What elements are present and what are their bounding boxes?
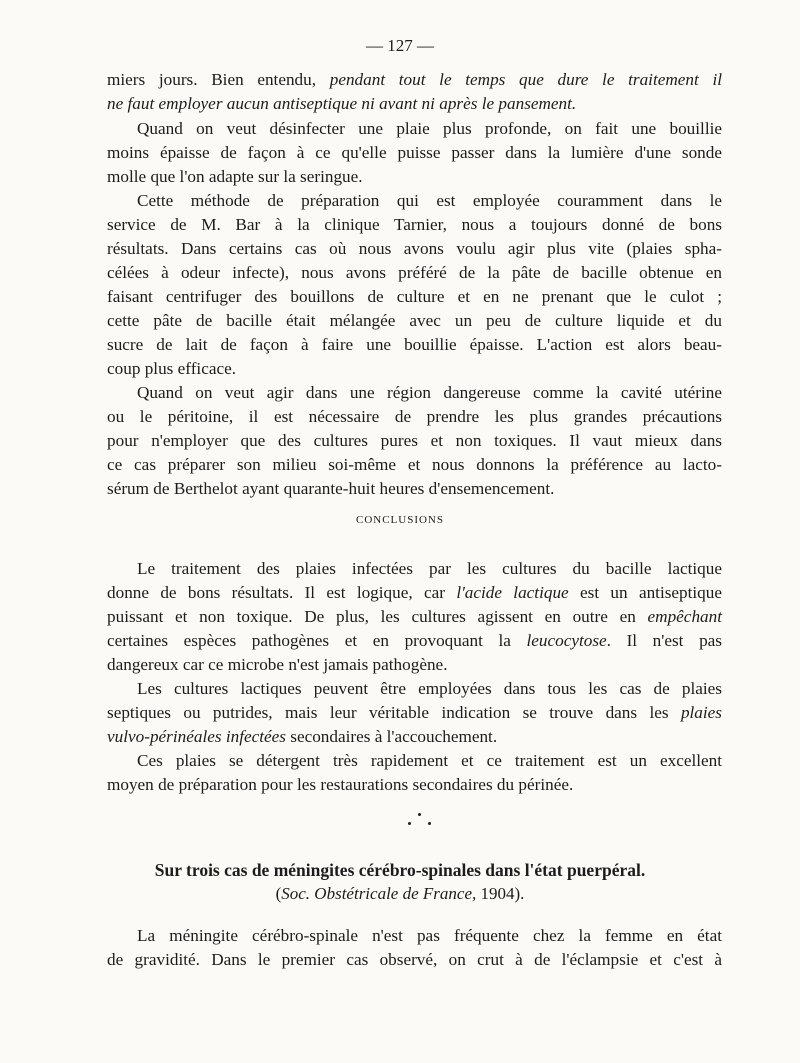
text-line: vulvo-périnéales infectées secondaires à l'accouchement. xyxy=(107,727,498,746)
text-line: sucre de lait de façon à faire une bouillie épaisse. L'action est alors beau- xyxy=(107,335,722,354)
text-line: sérum de Berthelot ayant quarante-huit heures d'ensemencement. xyxy=(107,479,555,498)
italic-text: empêchant xyxy=(647,607,722,626)
text-line: Ces plaies se détergent très rapidement et ce traitement est un excellent xyxy=(137,751,722,770)
page-number: — 127 — xyxy=(366,36,434,55)
text-line: puissant et non toxique. De plus, les cultures agissent en outre en empêchant xyxy=(107,607,722,626)
text-line: La méningite cérébro-spinale n'est pas fréquente chez la femme en état xyxy=(137,926,722,945)
article-title: Sur trois cas de méningites cérébro-spinales dans l'état puerpéral. xyxy=(154,860,646,880)
text-line: Le traitement des plaies infectées par les cultures du bacille lactique xyxy=(137,559,722,578)
text-line: septiques ou putrides, mais leur véritable indication se trouve dans les plaies xyxy=(107,703,722,722)
text-line: cette pâte de bacille était mélangée avec un peu de culture liquide et du xyxy=(107,311,722,330)
italic-text: plaies xyxy=(680,703,722,722)
italic-text: pendant tout le temps que dure le traitement il xyxy=(329,70,722,89)
text-line: Quand on veut désinfecter une plaie plus profonde, on fait une bouillie xyxy=(137,119,722,138)
text-line: résultats. Dans certains cas où nous avons voulu agir plus vite (plaies spha- xyxy=(107,239,722,258)
text-line: coup plus efficace. xyxy=(107,359,237,378)
text-line: miers jours. Bien entendu, pendant tout le temps que dure le traitement il xyxy=(107,70,722,89)
text-line: dangereux car ce microbe n'est jamais pathogène. xyxy=(107,655,448,674)
italic-text: leucocytose xyxy=(526,631,607,650)
text-line: moyen de préparation pour les restaurations secondaires du périnée. xyxy=(107,775,574,794)
text-line: moins épaisse de façon à ce qu'elle puisse passer dans la lumière d'une sonde xyxy=(107,143,722,162)
text-line: faisant centrifuger des bouillons de culture et en ne prenant que le culot ; xyxy=(107,287,722,306)
text-line: célées à odeur infecte), nous avons préféré de la pâte de bacille obtenue en xyxy=(107,263,722,282)
text-line: Les cultures lactiques peuvent être employées dans tous les cas de plaies xyxy=(137,679,722,698)
text-line xyxy=(107,92,722,116)
italic-text: Soc. Obstétricale de France, xyxy=(281,884,477,903)
section-heading: CONCLUSIONS xyxy=(355,514,444,526)
text-line: pour n'employer que des cultures pures et non toxiques. Il vaut mieux dans xyxy=(107,431,722,450)
text-line: ce cas préparer son milieu soi-même et nous donnons la préférence au lacto- xyxy=(107,455,722,474)
asterism-divider xyxy=(405,813,435,833)
italic-text: l'acide lactique xyxy=(456,583,569,602)
text-line: de gravidité. Dans le premier cas observé, on crut à de l'éclampsie et c'est à xyxy=(107,950,722,969)
text-line: certaines espèces pathogènes et en provoquant la leucocytose. Il n'est pas xyxy=(107,631,722,650)
text-line: molle que l'on adapte sur la seringue. xyxy=(107,167,363,186)
text-line: service de M. Bar à la clinique Tarnier, nous a toujours donné de bons xyxy=(107,215,722,234)
article-source: (Soc. Obstétricale de France, 1904). xyxy=(275,884,525,903)
text-line: donne de bons résultats. Il est logique, car l'acide lactique est un antiseptique xyxy=(107,583,722,602)
text-line: Quand on veut agir dans une région dangereuse comme la cavité utérine xyxy=(137,383,722,402)
text-line: ou le péritoine, il est nécessaire de prendre les plus grandes précautions xyxy=(107,407,722,426)
text-line: Cette méthode de préparation qui est employée couramment dans le xyxy=(137,191,722,210)
italic-text: ne faut employer aucun antiseptique ni avant ni après le pansement. xyxy=(107,94,577,113)
italic-text: vulvo-périnéales infectées xyxy=(107,727,286,746)
